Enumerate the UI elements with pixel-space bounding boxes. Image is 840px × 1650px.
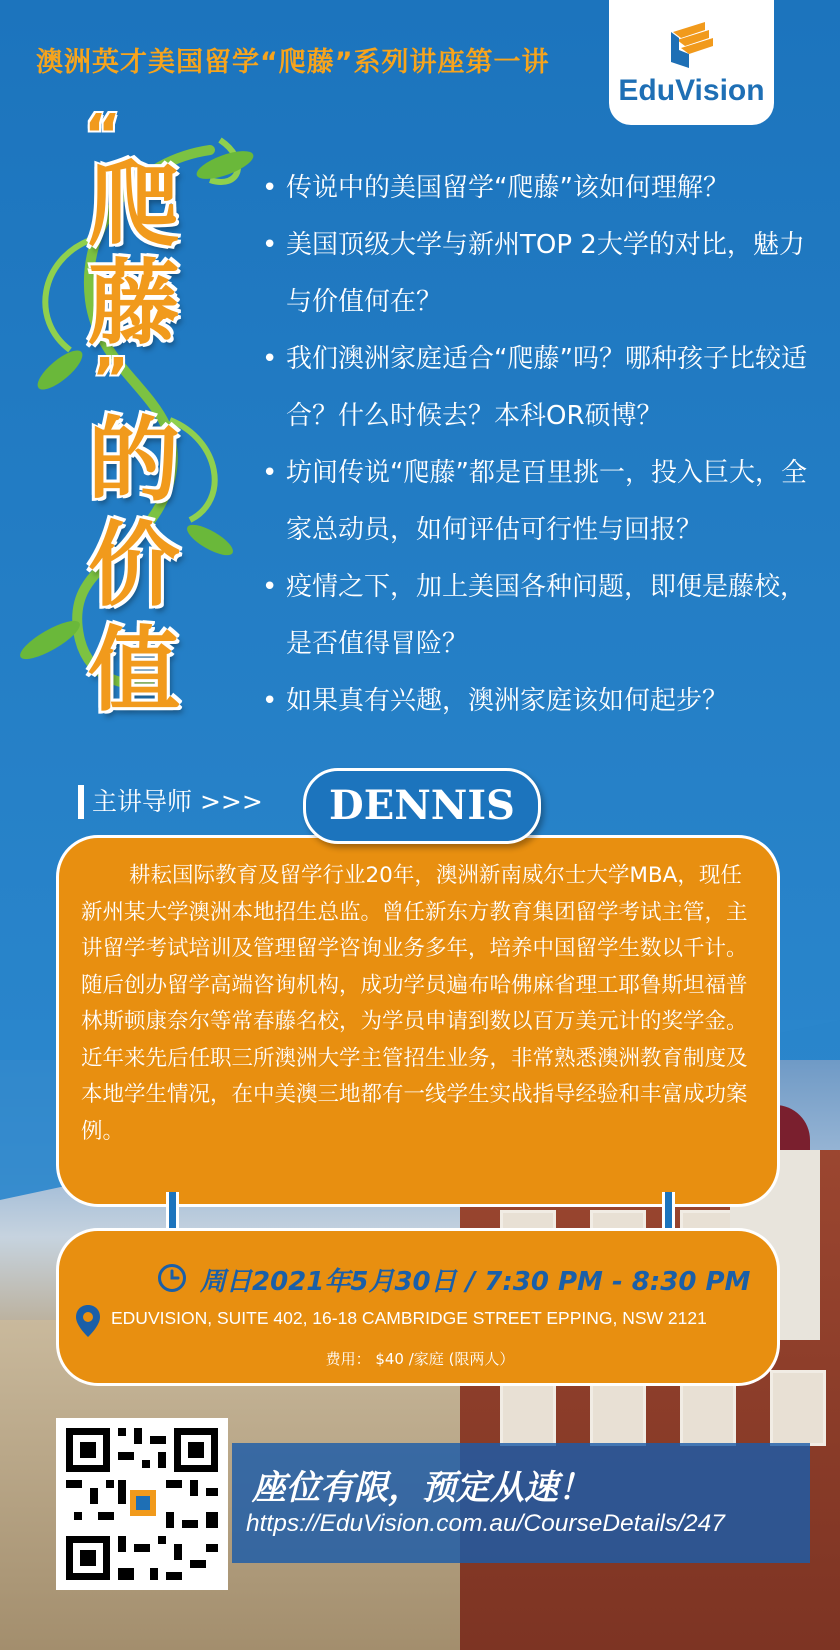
speaker-bio: 耕耘国际教育及留学行业20年，澳洲新南威尔士大学MBA，现任新州某大学澳洲本地招生总监。曾任新东方教育集团留学考试主管，主讲留学考试培训及管理留学咨询业务多年，培养中国留学生数以千计。随后创办留学高端咨询机构，成功学员遍布哈佛麻省理工耶鲁斯坦福普林斯顿康奈尔等常春藤名校，为学员申请到数以百万美元计的奖学金。近年来先后任职三所澳洲大学主管招生业务，非常熟悉澳洲教育制度及本地学生情况，在中美澳三地都有一线学生实战指导经验和丰富成功案例。 xyxy=(81,863,748,1144)
event-fee: 费用： $40 /家庭 (限两人） xyxy=(325,1350,515,1368)
logo-book-icon xyxy=(667,18,717,70)
speaker-bio-box xyxy=(56,835,780,1207)
headline-char: 值 xyxy=(88,617,181,724)
headline-quote-close: ” xyxy=(92,347,129,412)
event-address: EDUVISION, SUITE 402, 16-18 CAMBRIDGE STREET EPPING, NSW 2121 xyxy=(111,1308,707,1328)
event-datetime: 周日2021年5月30日 / 7:30 PM - 8:30 PM xyxy=(200,1267,751,1297)
series-title: 澳洲英才美国留学“爬藤”系列讲座第一讲 xyxy=(36,47,550,78)
qr-code[interactable] xyxy=(56,1418,228,1590)
headline-char: 价 xyxy=(88,512,181,619)
topic-item: • 传说中的美国留学“爬藤”该如何理解？ xyxy=(258,160,818,217)
building-window xyxy=(770,1370,826,1446)
headline-char: 藤 xyxy=(88,250,181,357)
location-pin-icon xyxy=(75,1304,101,1338)
speaker-label: 主讲导师 >>> xyxy=(92,787,263,816)
topic-item: • 坊间传说“爬藤”都是百里挑一，投入巨大，全家总动员，如何评估可行性与回报？ xyxy=(258,445,818,559)
eduvision-logo xyxy=(609,0,774,125)
topic-list xyxy=(258,160,818,730)
logo-text: EduVision xyxy=(618,74,765,107)
clock-icon xyxy=(157,1263,187,1293)
qr-code-icon xyxy=(56,1418,228,1590)
topic-item: • 疫情之下，加上美国各种问题，即便是藤校，是否值得冒险？ xyxy=(258,559,818,673)
headline-quote-open: “ xyxy=(84,103,121,168)
topic-item: • 美国顶级大学与新州TOP 2大学的对比，魅力与价值何在？ xyxy=(258,217,818,331)
topic-item: • 如果真有兴趣，澳洲家庭该如何起步？ xyxy=(258,673,818,730)
cta-title: 座位有限，预定从速！ xyxy=(252,1468,592,1508)
speaker-bar-marker xyxy=(78,785,84,819)
speaker-name-badge: DENNIS xyxy=(303,768,541,844)
course-url-link[interactable]: https://EduVision.com.au/CourseDetails/247 xyxy=(246,1510,725,1537)
headline-char: 的 xyxy=(88,407,181,514)
topic-item: • 我们澳洲家庭适合“爬藤”吗？哪种孩子比较适合？什么时候去？本科OR硕博？ xyxy=(258,331,818,445)
headline-char: 爬 xyxy=(88,152,181,259)
